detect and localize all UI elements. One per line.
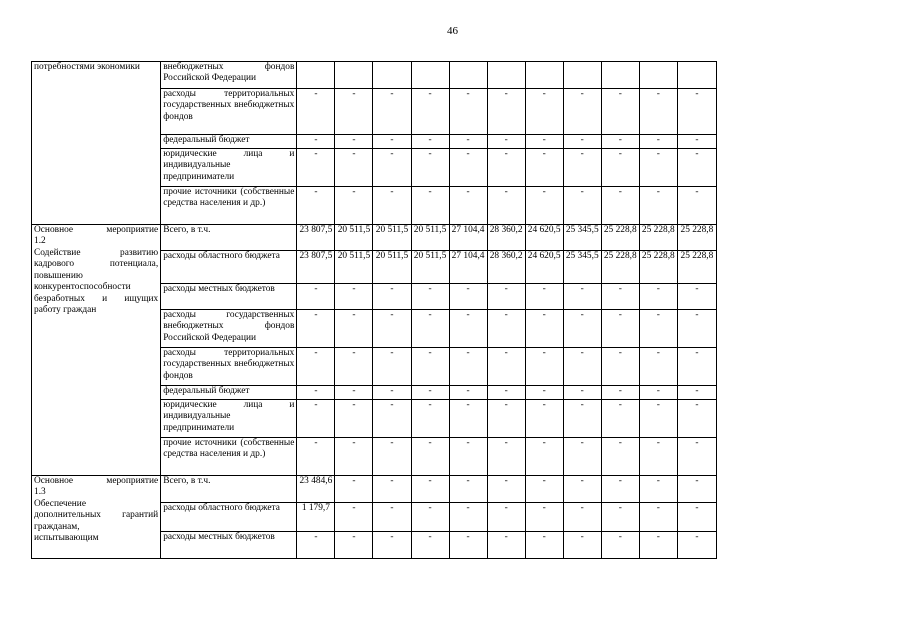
amount-cell: - <box>525 400 563 438</box>
amount-cell <box>563 62 601 89</box>
measure-name-line: повышению <box>34 270 83 281</box>
amount-cell: - <box>373 187 411 225</box>
amount-cell: - <box>373 135 411 149</box>
amount-cell: - <box>297 149 335 187</box>
amount-cell: 24 620,5 <box>525 225 563 251</box>
measure-name-line: работу граждан <box>34 305 97 316</box>
amount-cell: - <box>449 135 487 149</box>
amount-cell: - <box>297 348 335 386</box>
amount-cell: - <box>487 400 525 438</box>
funding-source-cell: расходы территориальных государственных внебюджетных фондов <box>161 89 297 135</box>
amount-cell: - <box>373 310 411 348</box>
budget-table <box>31 61 717 559</box>
measure-name-line: испытывающим <box>34 533 99 544</box>
amount-cell: - <box>449 187 487 225</box>
amount-cell: - <box>677 438 716 476</box>
measure-name-line: Основное мероприятие <box>34 476 159 486</box>
funding-source-cell: расходы местных бюджетов <box>161 284 297 310</box>
amount-cell: - <box>525 476 563 503</box>
amount-cell: - <box>487 386 525 400</box>
amount-cell: - <box>525 149 563 187</box>
amount-cell: - <box>449 348 487 386</box>
amount-cell: - <box>297 532 335 559</box>
amount-cell: - <box>639 187 677 225</box>
measure-name-cell <box>32 62 161 225</box>
amount-cell: - <box>487 284 525 310</box>
amount-cell: - <box>411 476 449 503</box>
amount-cell: - <box>373 476 411 503</box>
amount-cell: - <box>487 476 525 503</box>
amount-cell: - <box>525 532 563 559</box>
measure-name-cell <box>32 476 161 559</box>
amount-cell: - <box>563 149 601 187</box>
amount-cell: - <box>373 532 411 559</box>
measure-name-line: кадрового потенциала, <box>34 259 159 270</box>
amount-cell: - <box>601 476 639 503</box>
amount-cell: - <box>639 149 677 187</box>
amount-cell: - <box>411 532 449 559</box>
measure-name-line: Содействие развитию <box>34 247 159 258</box>
measure-name-line: Основное мероприятие <box>34 225 159 235</box>
measure-name-line: конкурентоспособности <box>34 282 131 293</box>
amount-cell: - <box>487 348 525 386</box>
amount-cell: - <box>525 348 563 386</box>
amount-cell: 25 228,8 <box>677 251 716 284</box>
amount-cell: - <box>297 89 335 135</box>
table-row <box>32 476 717 503</box>
amount-cell: - <box>373 89 411 135</box>
funding-source-cell: расходы местных бюджетов <box>161 532 297 559</box>
measure-name-line: потребностями экономики <box>34 62 140 72</box>
amount-cell: - <box>411 149 449 187</box>
funding-source-cell: расходы областного бюджета <box>161 251 297 284</box>
amount-cell: - <box>677 503 716 532</box>
amount-cell: - <box>563 438 601 476</box>
amount-cell: - <box>601 348 639 386</box>
amount-cell: - <box>487 149 525 187</box>
amount-cell: - <box>449 503 487 532</box>
amount-cell: 20 511,5 <box>335 225 373 251</box>
amount-cell: - <box>449 89 487 135</box>
amount-cell: 20 511,5 <box>411 251 449 284</box>
amount-cell: - <box>639 400 677 438</box>
amount-cell: - <box>639 532 677 559</box>
amount-cell: - <box>411 284 449 310</box>
measure-name-line: безработных и ищущих <box>34 293 159 304</box>
amount-cell: - <box>639 310 677 348</box>
amount-cell: - <box>601 284 639 310</box>
amount-cell: - <box>411 310 449 348</box>
amount-cell: - <box>525 386 563 400</box>
amount-cell: - <box>373 438 411 476</box>
amount-cell: - <box>449 532 487 559</box>
amount-cell: - <box>601 503 639 532</box>
amount-cell: - <box>525 503 563 532</box>
amount-cell: - <box>563 187 601 225</box>
amount-cell: - <box>411 386 449 400</box>
amount-cell: 24 620,5 <box>525 251 563 284</box>
amount-cell: - <box>563 89 601 135</box>
amount-cell: - <box>411 135 449 149</box>
amount-cell: 25 228,8 <box>639 225 677 251</box>
amount-cell: - <box>487 310 525 348</box>
measure-name-cell <box>32 225 161 476</box>
amount-cell: - <box>525 89 563 135</box>
amount-cell: - <box>677 348 716 386</box>
amount-cell: - <box>677 135 716 149</box>
amount-cell <box>487 62 525 89</box>
amount-cell: - <box>487 187 525 225</box>
funding-source-cell: федеральный бюджет <box>161 135 297 149</box>
amount-cell <box>411 62 449 89</box>
funding-source-cell: юридические лица и индивидуальные предприниматели <box>161 149 297 187</box>
amount-cell: - <box>639 89 677 135</box>
amount-cell: - <box>411 89 449 135</box>
amount-cell: - <box>335 149 373 187</box>
amount-cell: 25 228,8 <box>639 251 677 284</box>
funding-source-cell: внебюджетных фондов Российской Федерации <box>161 62 297 89</box>
amount-cell: - <box>601 400 639 438</box>
amount-cell: - <box>525 284 563 310</box>
amount-cell: - <box>373 348 411 386</box>
funding-source-cell: федеральный бюджет <box>161 386 297 400</box>
amount-cell: - <box>297 187 335 225</box>
amount-cell <box>373 62 411 89</box>
amount-cell: - <box>563 476 601 503</box>
amount-cell: - <box>525 310 563 348</box>
amount-cell: - <box>449 400 487 438</box>
amount-cell: - <box>373 400 411 438</box>
amount-cell: - <box>335 348 373 386</box>
amount-cell: - <box>335 89 373 135</box>
amount-cell: - <box>677 476 716 503</box>
amount-cell: - <box>677 310 716 348</box>
amount-cell: - <box>677 149 716 187</box>
amount-cell: - <box>335 438 373 476</box>
amount-cell: - <box>563 310 601 348</box>
measure-name-line: 1.3 <box>34 487 46 498</box>
amount-cell: 27 104,4 <box>449 225 487 251</box>
amount-cell: - <box>449 310 487 348</box>
amount-cell: - <box>677 532 716 559</box>
amount-cell: - <box>487 503 525 532</box>
amount-cell: - <box>487 135 525 149</box>
amount-cell: - <box>563 532 601 559</box>
amount-cell: - <box>411 187 449 225</box>
amount-cell: - <box>487 89 525 135</box>
amount-cell: - <box>677 187 716 225</box>
amount-cell: - <box>639 503 677 532</box>
amount-cell: - <box>411 348 449 386</box>
amount-cell: 25 345,5 <box>563 225 601 251</box>
amount-cell: - <box>677 284 716 310</box>
amount-cell: 20 511,5 <box>373 251 411 284</box>
amount-cell: - <box>335 386 373 400</box>
amount-cell: - <box>335 310 373 348</box>
amount-cell: - <box>411 400 449 438</box>
amount-cell: - <box>601 135 639 149</box>
amount-cell: - <box>449 476 487 503</box>
amount-cell: 23 807,5 <box>297 251 335 284</box>
funding-source-cell: прочие источники (собственные средства населения и др.) <box>161 438 297 476</box>
amount-cell: - <box>563 135 601 149</box>
amount-cell: 25 228,8 <box>601 225 639 251</box>
amount-cell: - <box>601 149 639 187</box>
amount-cell: - <box>487 438 525 476</box>
funding-source-cell: расходы областного бюджета <box>161 503 297 532</box>
amount-cell: - <box>563 348 601 386</box>
measure-name-line: гражданам, <box>34 521 80 532</box>
amount-cell: - <box>525 438 563 476</box>
amount-cell: - <box>449 438 487 476</box>
amount-cell <box>449 62 487 89</box>
amount-cell <box>335 62 373 89</box>
amount-cell: - <box>449 284 487 310</box>
amount-cell <box>525 62 563 89</box>
amount-cell: 20 511,5 <box>335 251 373 284</box>
amount-cell: - <box>335 187 373 225</box>
amount-cell: - <box>335 400 373 438</box>
amount-cell <box>677 62 716 89</box>
amount-cell <box>639 62 677 89</box>
amount-cell: - <box>601 89 639 135</box>
amount-cell <box>601 62 639 89</box>
amount-cell: 1 179,7 <box>297 503 335 532</box>
amount-cell: - <box>373 503 411 532</box>
amount-cell: - <box>487 532 525 559</box>
amount-cell: - <box>411 438 449 476</box>
amount-cell: - <box>373 284 411 310</box>
amount-cell: - <box>677 400 716 438</box>
amount-cell: - <box>525 135 563 149</box>
amount-cell: - <box>563 400 601 438</box>
amount-cell: - <box>639 386 677 400</box>
amount-cell: - <box>601 187 639 225</box>
amount-cell: - <box>449 386 487 400</box>
amount-cell: 20 511,5 <box>411 225 449 251</box>
amount-cell: - <box>297 135 335 149</box>
page-number: 46 <box>447 25 458 37</box>
amount-cell: - <box>335 532 373 559</box>
amount-cell: - <box>297 310 335 348</box>
table-row <box>32 62 717 89</box>
amount-cell: - <box>563 386 601 400</box>
amount-cell: - <box>335 135 373 149</box>
amount-cell: 25 228,8 <box>677 225 716 251</box>
amount-cell: 25 228,8 <box>601 251 639 284</box>
amount-cell: - <box>449 149 487 187</box>
amount-cell: 27 104,4 <box>449 251 487 284</box>
measure-name-line: Обеспечение <box>34 498 86 509</box>
funding-source-cell: Всего, в т.ч. <box>161 476 297 503</box>
amount-cell: 23 807,5 <box>297 225 335 251</box>
funding-source-cell: расходы государственных внебюджетных фондов Российской Федерации <box>161 310 297 348</box>
amount-cell: - <box>297 284 335 310</box>
measure-name-line: 1.2 <box>34 236 46 247</box>
amount-cell: - <box>335 503 373 532</box>
amount-cell: - <box>563 284 601 310</box>
amount-cell: - <box>639 438 677 476</box>
amount-cell: - <box>563 503 601 532</box>
amount-cell: - <box>335 476 373 503</box>
funding-source-cell: прочие источники (собственные средства населения и др.) <box>161 187 297 225</box>
amount-cell: - <box>601 310 639 348</box>
amount-cell: - <box>373 149 411 187</box>
amount-cell: - <box>639 348 677 386</box>
amount-cell: - <box>335 284 373 310</box>
amount-cell: - <box>297 438 335 476</box>
table-row <box>32 225 717 251</box>
amount-cell: - <box>639 135 677 149</box>
amount-cell: 28 360,2 <box>487 225 525 251</box>
amount-cell: 25 345,5 <box>563 251 601 284</box>
funding-source-cell: расходы территориальных государственных внебюджетных фондов <box>161 348 297 386</box>
amount-cell: - <box>601 532 639 559</box>
funding-source-cell: Всего, в т.ч. <box>161 225 297 251</box>
funding-source-cell: юридические лица и индивидуальные предприниматели <box>161 400 297 438</box>
measure-name-line: дополнительных гарантий <box>34 510 159 521</box>
amount-cell: - <box>373 386 411 400</box>
amount-cell: - <box>601 438 639 476</box>
amount-cell: - <box>411 503 449 532</box>
amount-cell: - <box>677 89 716 135</box>
amount-cell: - <box>525 187 563 225</box>
amount-cell: - <box>297 386 335 400</box>
amount-cell: 20 511,5 <box>373 225 411 251</box>
amount-cell: - <box>297 400 335 438</box>
amount-cell: 28 360,2 <box>487 251 525 284</box>
amount-cell: - <box>601 386 639 400</box>
amount-cell: 23 484,6 <box>297 476 335 503</box>
amount-cell: - <box>639 284 677 310</box>
amount-cell: - <box>677 386 716 400</box>
amount-cell <box>297 62 335 89</box>
amount-cell: - <box>639 476 677 503</box>
